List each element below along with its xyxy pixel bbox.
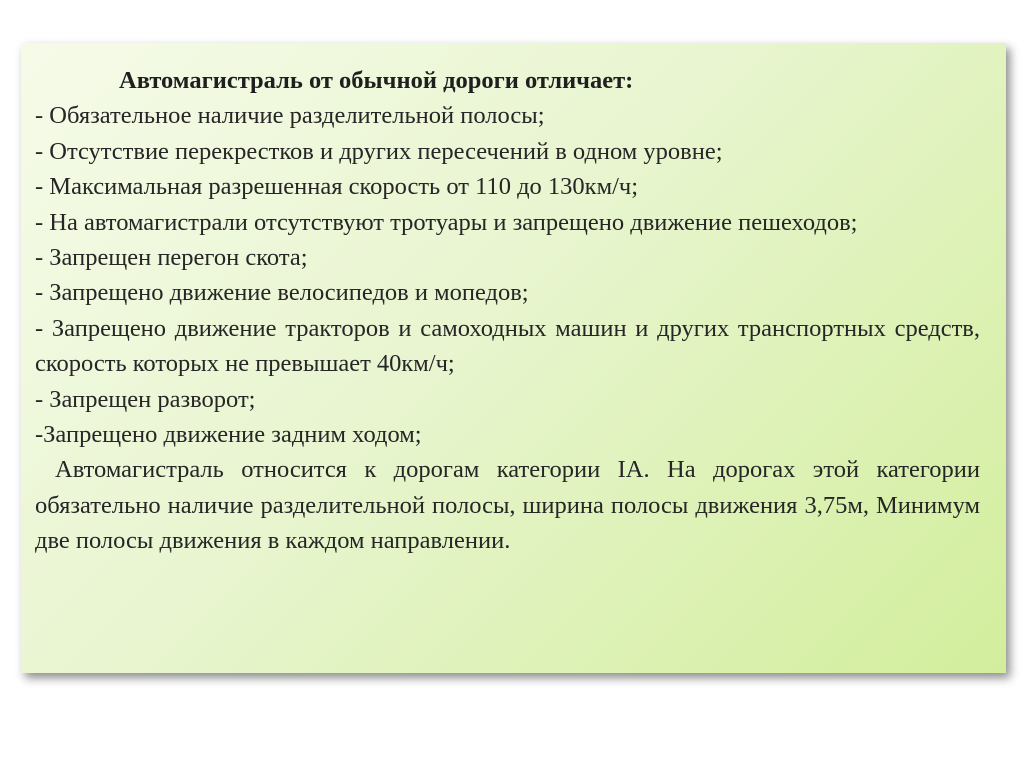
summary-paragraph: Автомагистраль относится к дорогам категории IA. На дорогах этой категории обязательно наличие разделительной полосы, ширина полосы движения 3,75м, Минимум две полосы движения в каждом направлении. [35, 456, 980, 555]
list-item-no-u-turn: - Запрещен разворот; [35, 385, 256, 413]
list-item-divider-strip: - Обязательное наличие разделительной полосы; [35, 102, 545, 130]
list-item-no-bicycles: - Запрещено движение велосипедов и мопедов; [35, 279, 529, 307]
list-item-no-intersections: - Отсутствие перекрестков и других пересечений в одном уровне; [35, 137, 723, 165]
heading: Автомагистраль от обычной дороги отличает: [119, 67, 634, 94]
list-item-no-cattle: - Запрещен перегон скота; [35, 244, 308, 272]
list-item-no-pedestrians: - На автомагистрали отсутствуют тротуары и запрещено движение пешеходов; [35, 208, 858, 236]
content-text-box [21, 43, 1006, 673]
list-item-no-tractors: - Запрещено движение тракторов и самоходных машин и других транспортных средств, скорость которых не превышает 40км/ч; [35, 314, 980, 378]
list-item-no-reversing: -Запрещено движение задним ходом; [35, 421, 422, 449]
list-item-max-speed: - Максимальная разрешенная скорость от 110 до 130км/ч; [35, 173, 639, 201]
